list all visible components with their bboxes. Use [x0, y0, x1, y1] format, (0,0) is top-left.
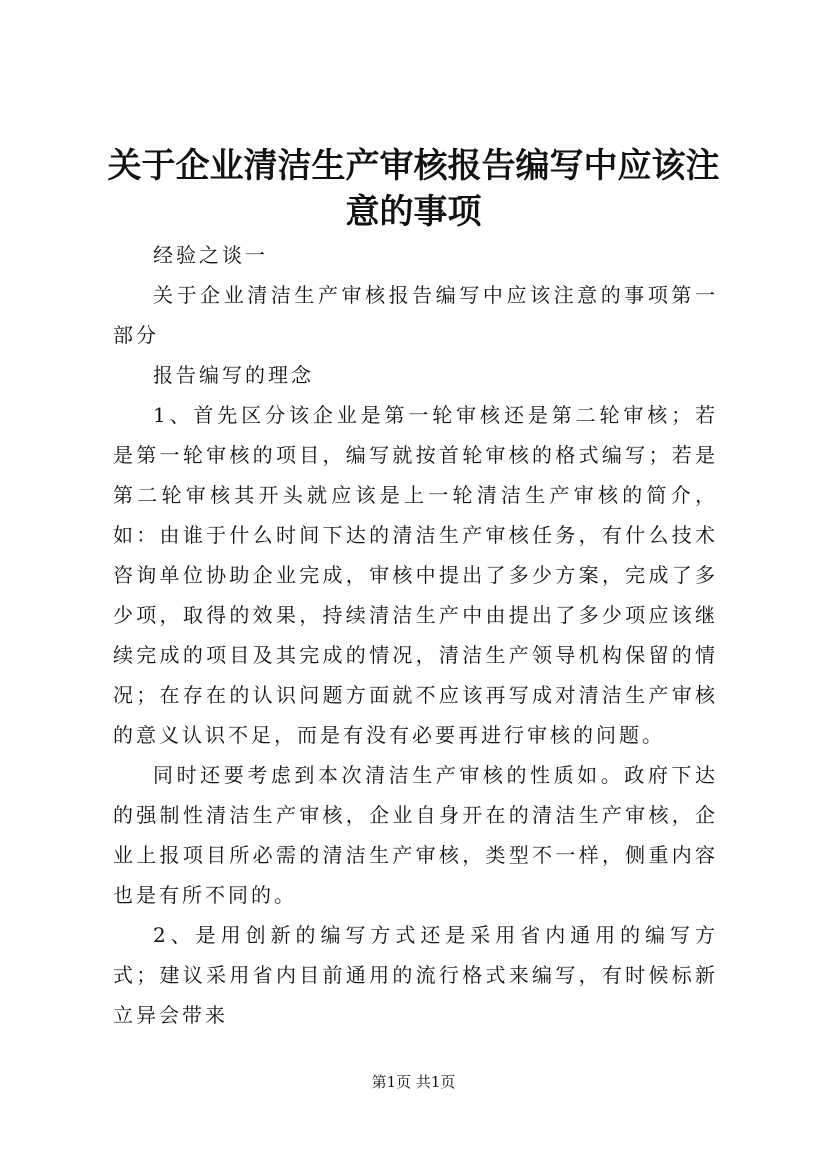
paragraph-point-2: 2、是用创新的编写方式还是采用省内通用的编写方式；建议采用省内目前通用的流行格式来编写，有时候标新立异会带来 — [113, 923, 718, 1027]
paragraph-audit-nature: 同时还要考虑到本次清洁生产审核的性质如。政府下达的强制性清洁生产审核，企业自身开在的清洁生产审核，企业上报项目所必需的清洁生产审核，类型不一样，侧重内容也是有所不同的。 — [113, 763, 718, 907]
paragraph-point-1: 1、首先区分该企业是第一轮审核还是第二轮审核；若是第一轮审核的项目，编写就按首轮审核的格式编写；若是第二轮审核其开头就应该是上一轮清洁生产审核的简介，如：由谁于什么时间下达的清洁生产审核任务，有什么技术咨询单位协助企业完成，审核中提出了多少方案，完成了多少项，取得的效果，持续清洁生产中由提出了多少项应该继续完成的项目及其完成的情况，清洁生产领导机构保留的情况；在存在的认识问题方面就不应该再写成对清洁生产审核的意义认识不足，而是有没有必要再进行审核的问题。 — [113, 403, 718, 747]
document-body — [113, 235, 718, 1035]
paragraph-concept-heading: 报告编写的理念 — [153, 363, 314, 387]
page-number-footer: 第1页 共1页 — [371, 1073, 456, 1091]
paragraph-section-heading: 关于企业清洁生产审核报告编写中应该注意的事项第一部分 — [113, 283, 718, 347]
document-title: 关于企业清洁生产审核报告编写中应该注意的事项 — [107, 146, 720, 232]
paragraph-subtitle: 经验之谈一 — [153, 243, 268, 267]
